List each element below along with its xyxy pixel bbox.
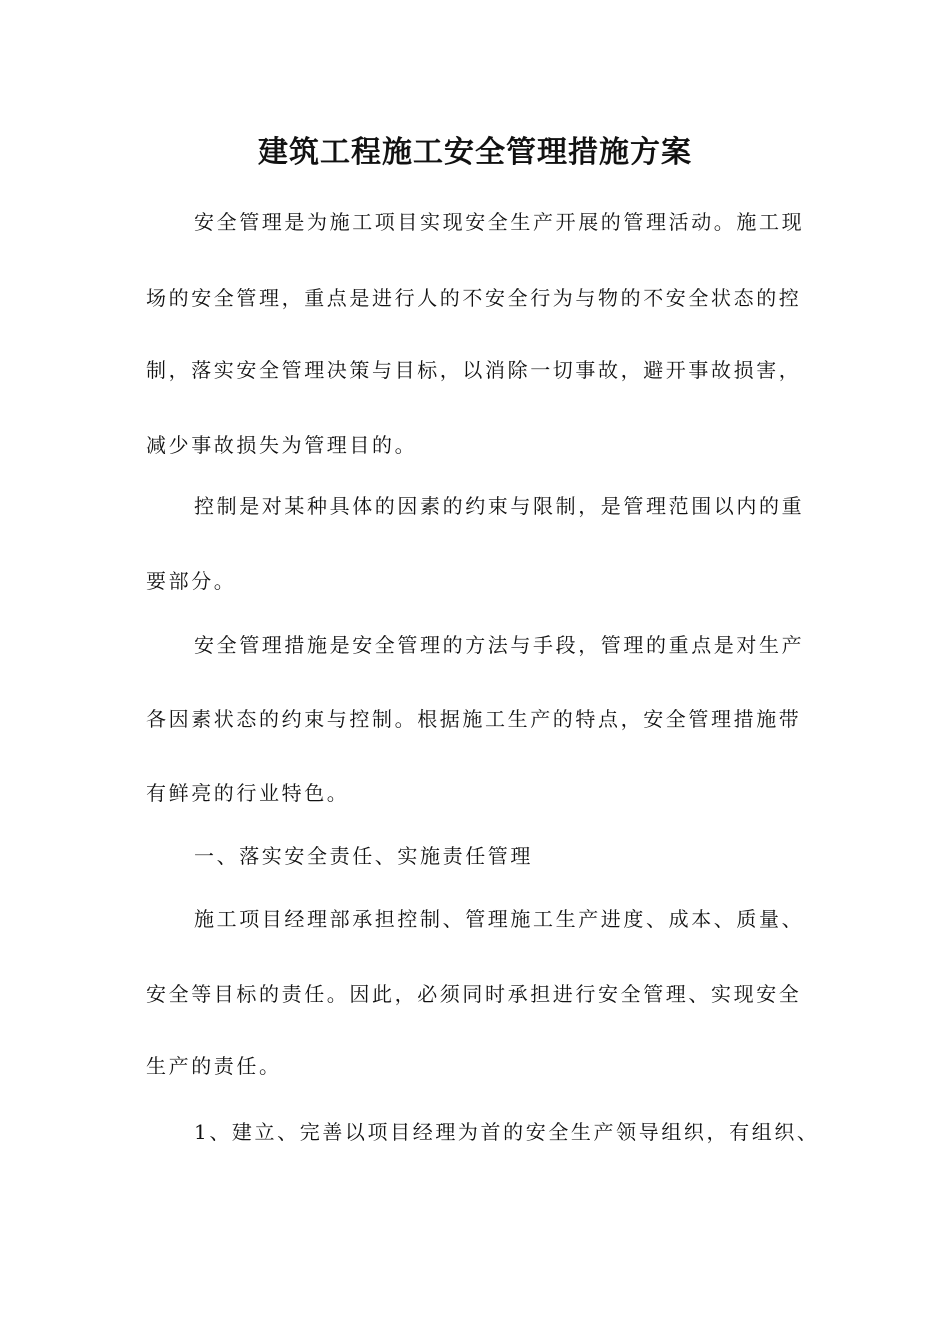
- paragraph-line: 生产的责任。: [146, 1054, 282, 1078]
- paragraph-line: 安全管理措施是安全管理的方法与手段，管理的重点是对生产: [194, 633, 805, 657]
- paragraph-line: 制，落实安全管理决策与目标，以消除一切事故，避开事故损害，: [146, 358, 802, 382]
- paragraph-line: 控制是对某种具体的因素的约束与限制，是管理范围以内的重: [194, 494, 805, 518]
- paragraph-line: 场的安全管理，重点是进行人的不安全行为与物的不安全状态的控: [146, 286, 802, 310]
- paragraph-line: 安全等目标的责任。因此，必须同时承担进行安全管理、实现安全: [146, 982, 802, 1006]
- paragraph-line: 1、建立、完善以项目经理为首的安全生产领导组织，有组织、: [194, 1120, 820, 1144]
- paragraph-line: 要部分。: [146, 569, 237, 593]
- paragraph-line: 减少事故损失为管理目的。: [146, 433, 418, 457]
- document-title: 建筑工程施工安全管理措施方案: [258, 135, 692, 170]
- section-heading: 一、落实安全责任、实施责任管理: [194, 844, 533, 868]
- paragraph-line: 施工项目经理部承担控制、管理施工生产进度、成本、质量、: [194, 907, 805, 931]
- paragraph-line: 安全管理是为施工项目实现安全生产开展的管理活动。施工现: [194, 210, 805, 234]
- paragraph-line: 各因素状态的约束与控制。根据施工生产的特点，安全管理措施带: [146, 707, 802, 731]
- paragraph-line: 有鲜亮的行业特色。: [146, 781, 350, 805]
